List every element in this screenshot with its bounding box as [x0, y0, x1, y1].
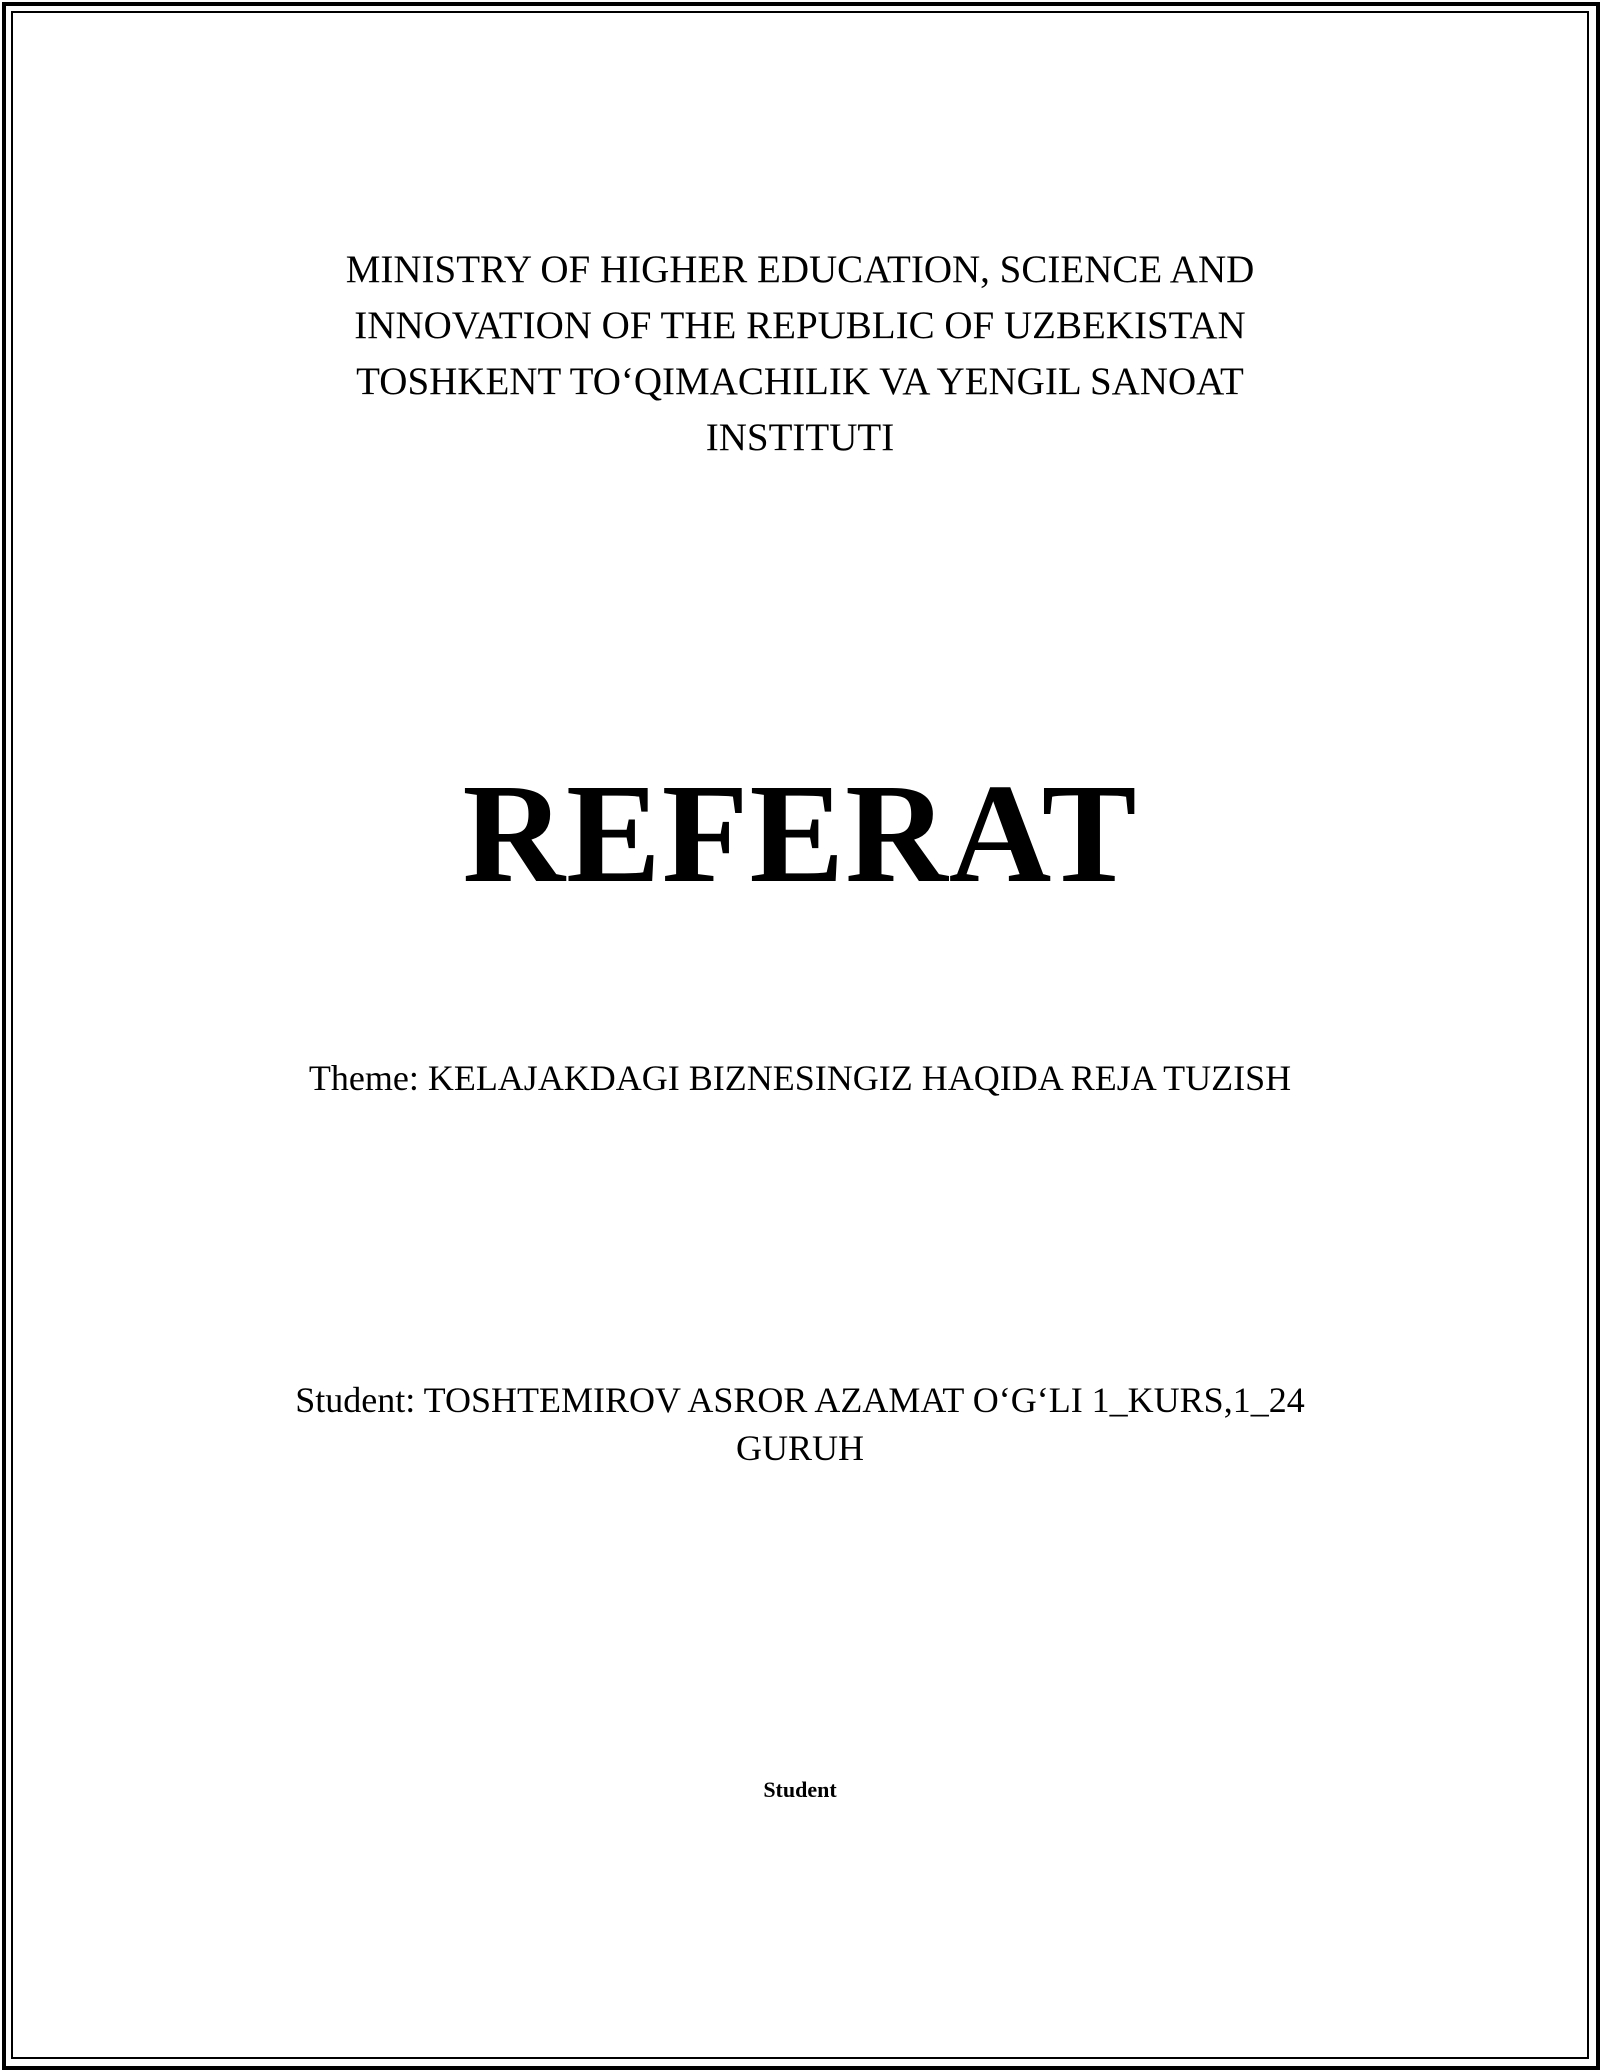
institution-header [0, 242, 1600, 466]
document-title: REFERAT [462, 754, 1138, 912]
student-info [0, 1376, 1600, 1472]
header-line: INNOVATION OF THE REPUBLIC OF UZBEKISTAN [354, 304, 1246, 347]
student-line: GURUH [735, 1428, 864, 1468]
header-line: MINISTRY OF HIGHER EDUCATION, SCIENCE AND [345, 248, 1255, 291]
student-line: Student: TOSHTEMIROV ASROR AZAMAT O‘G‘LI 1_KURS,1_24 [295, 1380, 1305, 1420]
header-line: TOSHKENT TO‘QIMACHILIK VA YENGIL SANOAT [356, 360, 1244, 403]
theme-line: Theme: KELAJAKDAGI BIZNESINGIZ HAQIDA REJA TUZISH [308, 1058, 1292, 1098]
footer-student-label: Student [763, 1777, 837, 1802]
header-line: INSTITUTI [705, 416, 895, 459]
